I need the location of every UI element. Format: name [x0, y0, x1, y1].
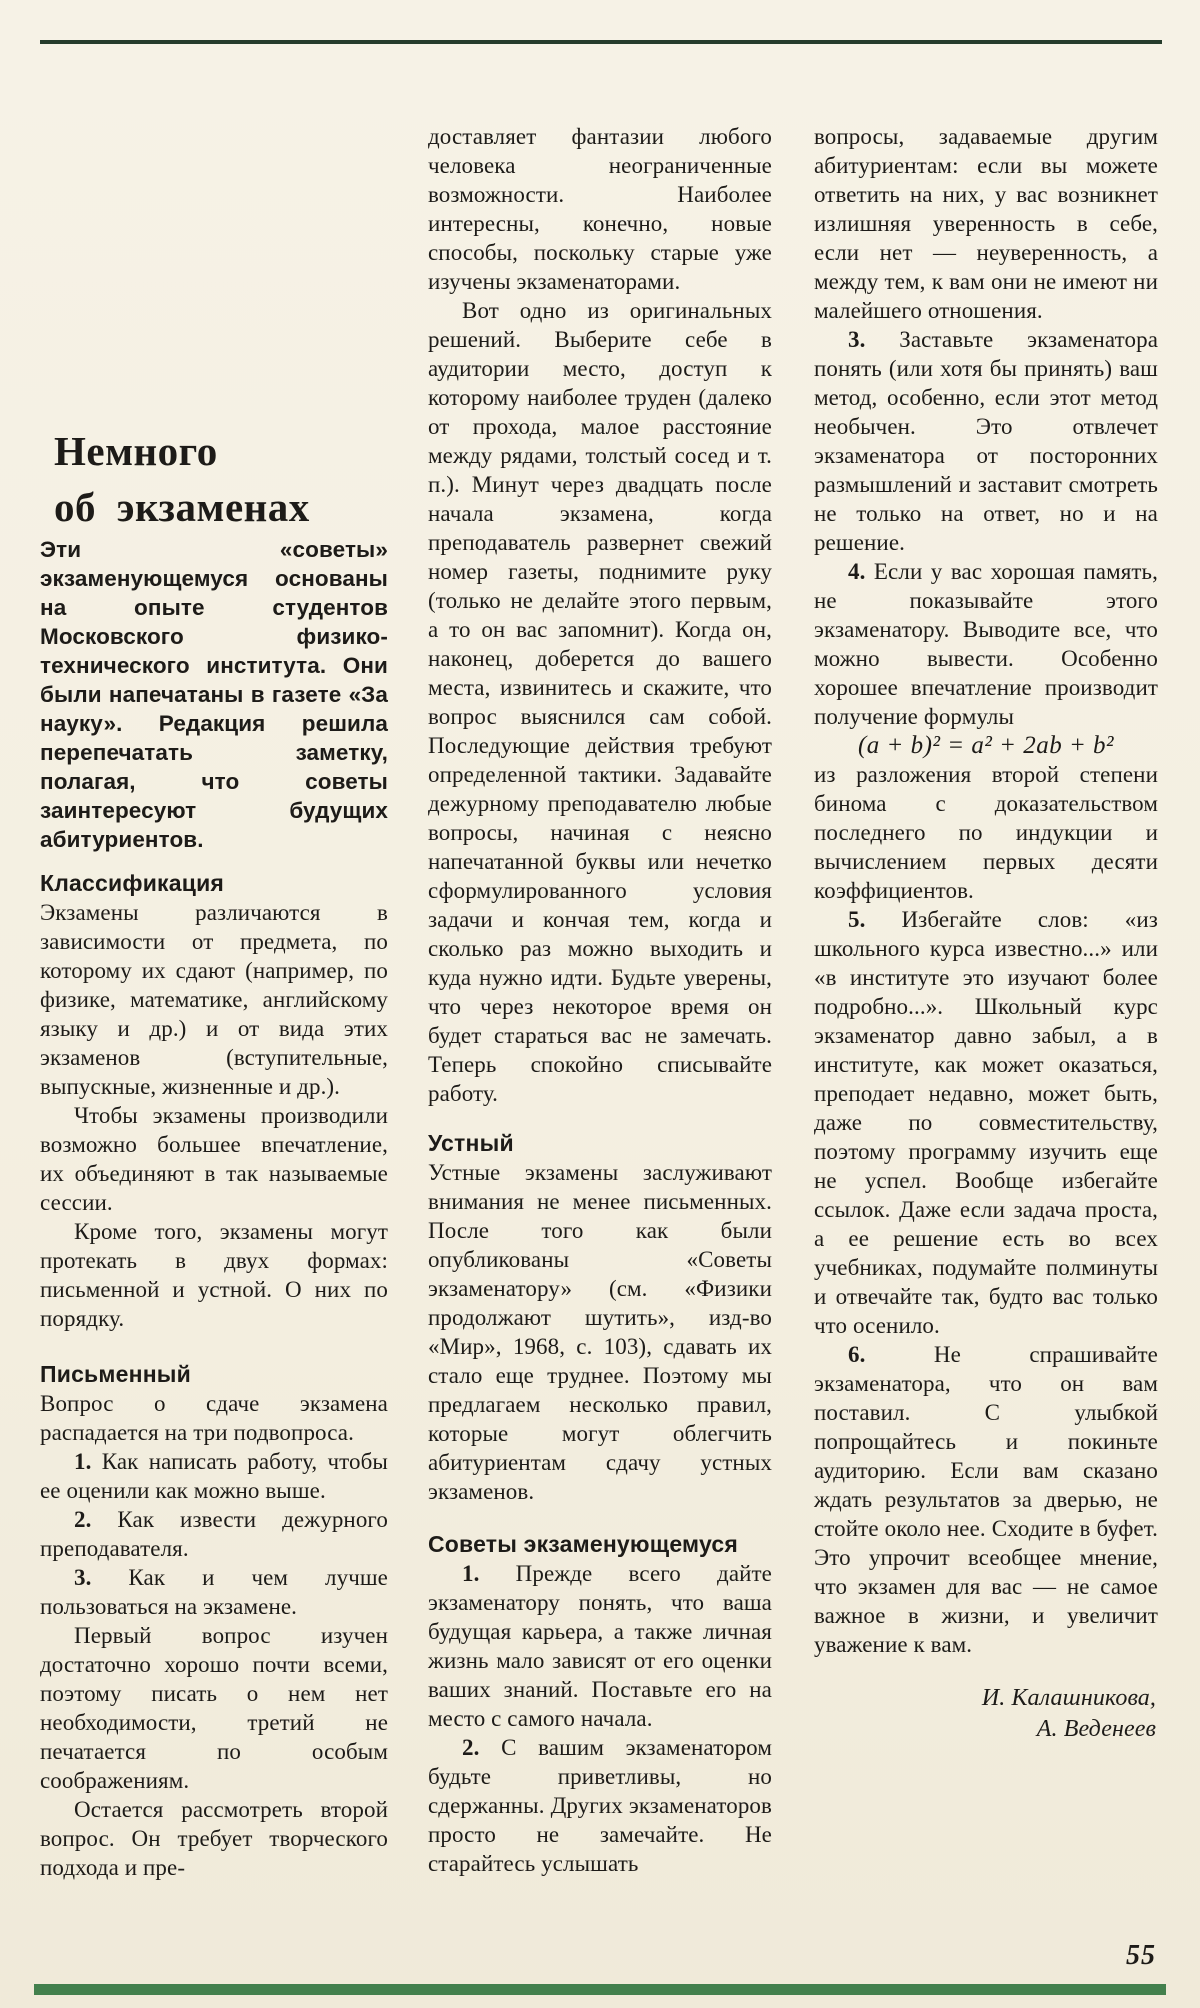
- article-title-line1: Немного: [54, 428, 218, 474]
- paragraph: Чтобы экзамены производили возможно большее впечатление, их объединяют в так называемые сессии.: [40, 1103, 388, 1215]
- paragraph: Вопрос о сдаче экзамена распадается на три подвопроса.: [40, 1391, 388, 1445]
- author-name: И. Калашникова,: [981, 1685, 1156, 1711]
- list-item: [814, 905, 1158, 1340]
- list-item: [814, 557, 1158, 731]
- list-item: [814, 325, 1158, 557]
- item-text: Прежде всего дайте экзаменатору понять, что ваша будущая карьера, а также личная жизнь мало зависят от его оценки ваших знаний. Поставьте его на место с самого начала.: [428, 1561, 772, 1731]
- item-text: Не спрашивайте экзаменатора, что он вам поставил. С улыбкой попрощайтесь и покиньте аудиторию. Если вам сказано ждать результатов за дверью, не стойте около нее. Сходите в буфет. Это упрочит всеобщее мнение, что экзамен для вас — не самое важное в жизни, и увеличит уважение к вам.: [814, 1342, 1158, 1657]
- item-text: Как извести дежурного преподавателя.: [40, 1507, 388, 1561]
- column-left: [40, 423, 388, 1882]
- list-item: [40, 1563, 388, 1621]
- item-number: 4.: [848, 559, 866, 584]
- section-heading-advice: Советы экзаменующемуся: [428, 1531, 738, 1557]
- article-authors: [814, 1683, 1158, 1745]
- top-rule: [40, 40, 1162, 44]
- column-middle: [428, 122, 772, 1878]
- paragraph: вопросы, задаваемые другим абитуриентам: если вы можете ответить на них, у вас возникнет излишняя уверенность в себе, если нет — неуверенность, а между тем, к вам они не имеют ни малейшего отношения.: [814, 124, 1158, 323]
- item-number: 2.: [462, 1735, 480, 1760]
- item-number: 3.: [74, 1565, 92, 1590]
- list-item: [428, 1733, 772, 1878]
- list-item: [428, 1559, 772, 1733]
- list-item: [814, 1340, 1158, 1659]
- bottom-rule: [34, 1984, 1166, 1995]
- column-right: [814, 122, 1158, 1745]
- list-item: [40, 1447, 388, 1505]
- paragraph: Экзамены различаются в зависимости от предмета, по которому их сдают (например, по физике, математике, английскому языку и др.) и от вида этих экзаменов (вступительные, выпускные, жизненные и др.).: [40, 900, 388, 1099]
- section-heading-classification: Классификация: [40, 870, 225, 896]
- item-number: 6.: [848, 1342, 866, 1367]
- author-name: А. Веденеев: [1036, 1716, 1156, 1742]
- page-number: 55: [1126, 1940, 1156, 1971]
- item-text: Как написать работу, чтобы ее оценили как можно выше.: [40, 1449, 388, 1503]
- item-text: Избегайте слов: «из школьного курса известно...» или «в институте это изучают более подробно...». Школьный курс экзаменатор давно забыл, а в институте, как может оказаться, преподает недавно, может быть, даже по совместительству, поэтому программу изучить еще не успел. Вообще избегайте ссылок. Даже если задача проста, а ее решение есть во всех учебниках, подумайте полминуты и отвечайте так, будто вас только что осенило.: [814, 907, 1158, 1338]
- section-heading-oral: Устный: [428, 1130, 514, 1156]
- item-number: 1.: [462, 1561, 480, 1586]
- item-text: Заставьте экзаменатора понять (или хотя бы принять) ваш метод, особенно, если этот метод необычен. Это отвлечет экзаменатора от посторонних размышлений и заставит смотреть не только на ответ, но и на решение.: [814, 327, 1158, 555]
- article-lede: Эти «советы» экзаменующемуся основаны на опыте студентов Московского физико-технического института. Они были напечатаны в газете «За науку». Редакция решила перепечатать заметку, полагая, что советы заинтересуют будущих абитуриентов.: [40, 537, 388, 852]
- paragraph: Вот одно из оригинальных решений. Выберите себе в аудитории место, доступ к которому наиболее труден (далеко от прохода, малое расстояние между рядами, толстый сосед и т. п.). Минут через двадцать после начала экзамена, когда преподаватель развернет свежий номер газеты, поднимите руку (только не делайте этого первым, а то он вас запомнит). Когда он, наконец, доберется до вашего места, извинитесь и скажите, что вопрос выяснился сам собой. Последующие действия требуют определенной тактики. Задавайте дежурному преподавателю любые вопросы, начиная с неясно напечатанной буквы или нечетко сформулированного условия задачи и кончая тем, когда и сколько раз можно выходить и куда нужно идти. Будьте уверены, что через некоторое время он будет стараться вас не замечать. Теперь спокойно списывайте работу.: [428, 298, 772, 1106]
- item-text: Как и чем лучше пользоваться на экзамене.: [40, 1565, 388, 1619]
- item-number: 3.: [848, 327, 866, 352]
- paragraph: Кроме того, экзамены могут протекать в двух формах: письменной и устной. О них по порядку.: [40, 1219, 388, 1331]
- paragraph: Остается рассмотреть второй вопрос. Он требует творческого подхода и пре-: [40, 1797, 388, 1880]
- article-title-line2: об экзаменах: [54, 484, 310, 530]
- list-item: [40, 1505, 388, 1563]
- paragraph: из разложения второй степени бинома с доказательством последнего по индукции и вычислением первых десяти коэффициентов.: [814, 762, 1158, 903]
- item-text: Если у вас хорошая память, не показывайте этого экзаменатору. Выводите все, что можно вывести. Особенно хорошее впечатление производит получение формулы: [814, 559, 1158, 729]
- item-number: 2.: [74, 1507, 92, 1532]
- paragraph: доставляет фантазии любого человека неограниченные возможности. Наиболее интересны, конечно, новые способы, поскольку старые уже изучены экзаменаторами.: [428, 124, 772, 294]
- section-heading-written: Письменный: [40, 1361, 191, 1387]
- item-number: 5.: [848, 907, 866, 932]
- paragraph: Устные экзамены заслуживают внимания не менее письменных. После того как были опубликованы «Советы экзаменатору» (см. «Физики продолжают шутить», изд-во «Мир», 1968, с. 103), сдавать их стало еще труднее. Поэтому мы предлагаем несколько правил, которые могут облегчить абитуриентам сдачу устных экзаменов.: [428, 1160, 772, 1504]
- paragraph: Первый вопрос изучен достаточно хорошо почти всеми, поэтому писать о нем нет необходимости, третий не печатается по особым соображениям.: [40, 1623, 388, 1793]
- article-title: [54, 423, 388, 535]
- item-text: С вашим экзаменатором будьте приветливы, но сдержанны. Других экзаменаторов просто не замечайте. Не старайтесь услышать: [428, 1735, 772, 1876]
- math-formula: (a + b)² = a² + 2ab + b²: [857, 732, 1115, 759]
- item-number: 1.: [74, 1449, 92, 1474]
